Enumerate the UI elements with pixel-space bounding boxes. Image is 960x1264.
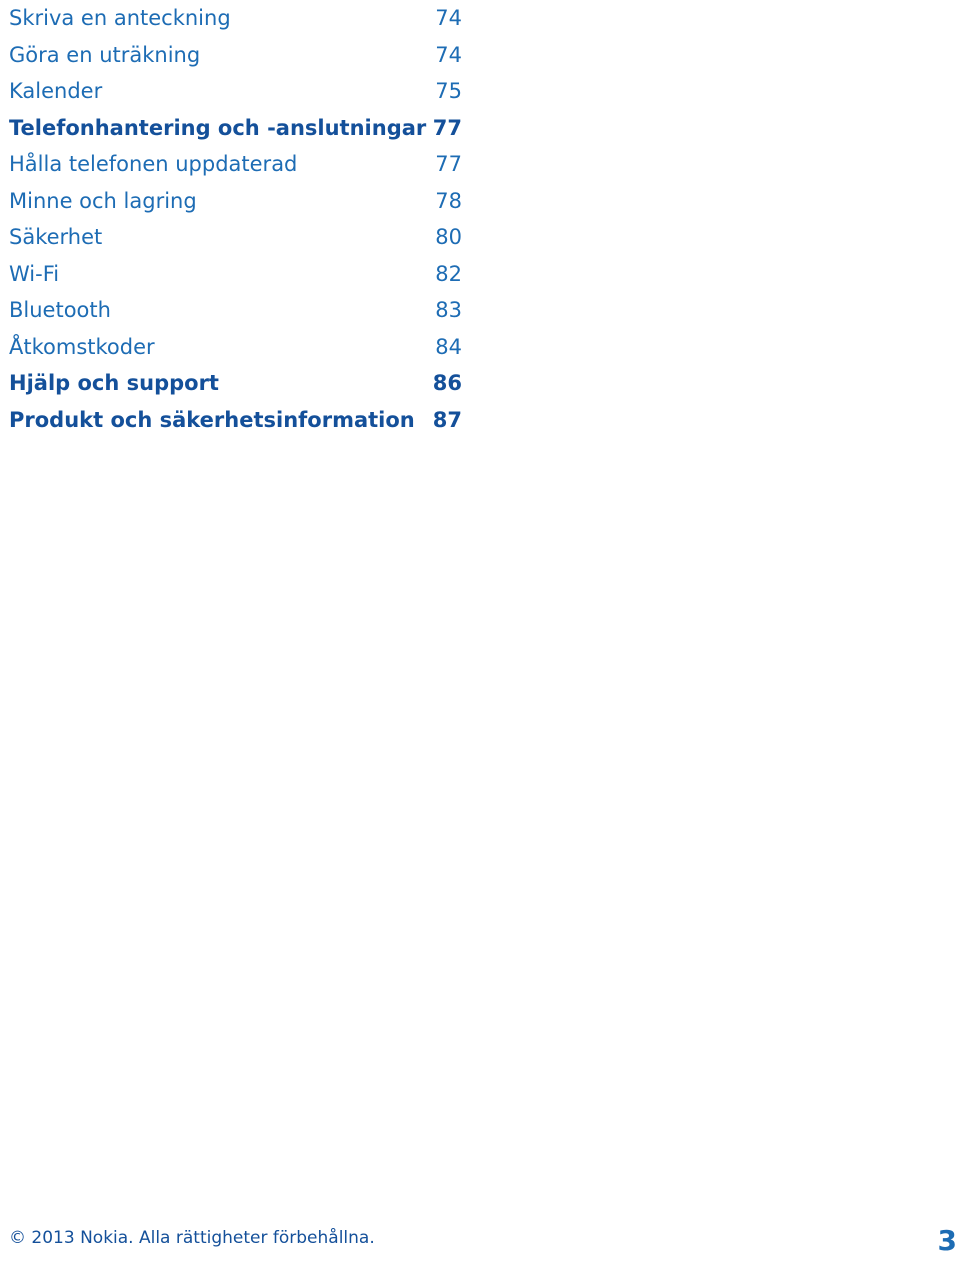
toc-entry-page: 75 <box>435 79 462 103</box>
toc-entry-atkomstkoder[interactable] <box>9 331 462 368</box>
toc-entry-page: 74 <box>435 42 462 67</box>
page-number: 3 <box>937 1224 957 1257</box>
toc-entry-page: 74 <box>435 6 462 30</box>
toc-entry-page: 84 <box>435 334 462 359</box>
toc-section-title: Hjälp och support <box>9 371 219 395</box>
toc-entry-page: 80 <box>435 225 462 249</box>
toc-entry-title: Kalender <box>9 79 103 103</box>
toc-section-page: 77 <box>432 115 462 140</box>
toc-entry-title: Wi-Fi <box>9 261 60 286</box>
toc-entry-wi-fi[interactable] <box>9 258 462 295</box>
toc-entry-page: 82 <box>435 261 462 286</box>
toc-entry-page: 77 <box>435 152 462 176</box>
toc-entry-bluetooth[interactable] <box>9 294 462 331</box>
toc-entry-kalender[interactable] <box>9 75 462 112</box>
toc-section-title: Telefonhantering och -anslutningar <box>9 115 427 140</box>
toc-entry-title: Säkerhet <box>9 225 103 249</box>
toc-section-title: Produkt och säkerhetsinformation <box>9 407 415 432</box>
toc-entry-halla-telefonen-uppdaterad[interactable] <box>9 148 462 185</box>
toc-entry-skriva-en-anteckning[interactable] <box>9 2 462 39</box>
toc-section-telefonhantering[interactable] <box>9 112 462 149</box>
copyright-notice: © 2013 Nokia. Alla rättigheter förbehållna. <box>9 1228 375 1248</box>
toc-entry-minne-och-lagring[interactable] <box>9 185 462 222</box>
toc-section-page: 87 <box>432 407 462 432</box>
toc-entry-title: Hålla telefonen uppdaterad <box>9 152 298 176</box>
toc-section-produkt-och-sakerhetsinformation[interactable] <box>9 404 462 441</box>
toc-entry-title: Skriva en anteckning <box>9 6 231 30</box>
toc-entry-page: 78 <box>435 188 462 213</box>
toc-entry-page: 83 <box>435 298 462 322</box>
toc-entry-title: Göra en uträkning <box>9 42 201 67</box>
toc-section-hjalp-och-support[interactable] <box>9 367 462 404</box>
toc-section-page: 86 <box>432 371 462 395</box>
toc-entry-gora-en-utrakning[interactable] <box>9 39 462 76</box>
toc-entry-title: Bluetooth <box>9 298 111 322</box>
toc-entry-sakerhet[interactable] <box>9 221 462 258</box>
toc-entry-title: Åtkomstkoder <box>9 334 155 359</box>
table-of-contents <box>9 2 462 440</box>
toc-entry-title: Minne och lagring <box>9 188 197 213</box>
